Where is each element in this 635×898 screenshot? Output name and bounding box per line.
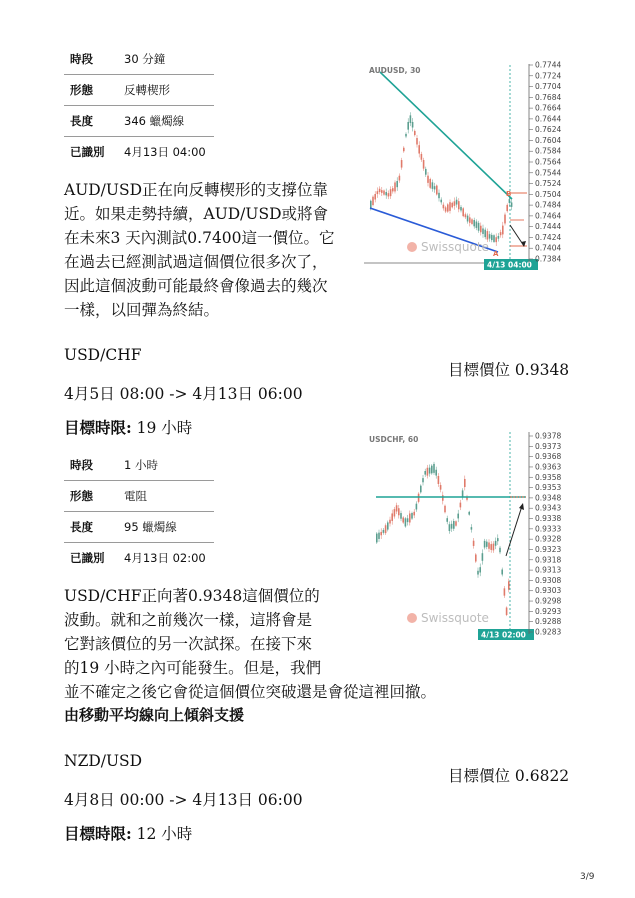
candle-body bbox=[423, 160, 425, 169]
candle-body bbox=[479, 567, 481, 572]
candle-body bbox=[387, 522, 389, 529]
nzdusd-period: 4月8日 00:00 -> 4月13日 06:00 bbox=[64, 791, 303, 809]
candle-body bbox=[445, 207, 447, 211]
table-value: 電阻 bbox=[124, 481, 214, 512]
candle-body bbox=[380, 532, 382, 535]
candle-body bbox=[418, 145, 420, 153]
candle-body bbox=[442, 495, 444, 500]
candle-body bbox=[451, 203, 453, 207]
candle-body bbox=[405, 134, 407, 137]
candle-body bbox=[460, 503, 462, 508]
watermark: Swissquote bbox=[421, 611, 489, 625]
candle-body bbox=[378, 533, 380, 539]
swissquote-logo-icon bbox=[407, 613, 417, 623]
candle-body bbox=[476, 222, 478, 228]
candle-body bbox=[447, 204, 449, 211]
candle-body bbox=[432, 182, 434, 189]
candle-body bbox=[495, 237, 497, 242]
candle-body bbox=[412, 122, 414, 128]
axis-tick-label: 0.7444 bbox=[535, 222, 562, 232]
candle-body bbox=[409, 514, 411, 523]
candle-body bbox=[379, 189, 381, 192]
axis-tick-label: 0.9338 bbox=[535, 514, 562, 524]
candle-body bbox=[460, 207, 462, 211]
horizon-value: 12 小時 bbox=[131, 825, 193, 843]
candle-body bbox=[390, 189, 392, 196]
candle-body bbox=[468, 512, 470, 515]
axis-tick-label: 0.9358 bbox=[535, 472, 562, 482]
axis-tick-label: 0.9303 bbox=[535, 586, 562, 596]
candle-body bbox=[501, 570, 503, 575]
candle-body bbox=[414, 131, 416, 135]
axis-tick-label: 0.7484 bbox=[535, 200, 562, 210]
candle-body bbox=[440, 200, 442, 203]
candle-body bbox=[449, 202, 451, 211]
candle-body bbox=[458, 201, 460, 209]
candle-body bbox=[487, 231, 489, 239]
candle-body bbox=[427, 176, 429, 183]
candle-body bbox=[462, 208, 464, 216]
forecast-arrow bbox=[506, 506, 522, 556]
candle-body bbox=[451, 524, 453, 529]
axis-tick-label: 0.7624 bbox=[535, 125, 562, 135]
candle-body bbox=[502, 226, 504, 235]
axis-tick-label: 0.9308 bbox=[535, 575, 562, 585]
axis-tick-label: 0.7524 bbox=[535, 179, 562, 189]
usdchf-target: 目標價位 0.9348 bbox=[448, 361, 570, 379]
axis-tick-label: 0.9373 bbox=[535, 441, 562, 451]
table-row bbox=[64, 75, 214, 106]
candle-body bbox=[444, 506, 446, 512]
horizon-label: 目標時限: bbox=[64, 824, 132, 843]
candle-body bbox=[467, 216, 469, 222]
candle-body bbox=[431, 466, 433, 474]
candle-body bbox=[438, 193, 440, 198]
axis-tick-label: 0.7584 bbox=[535, 146, 562, 156]
candle-body bbox=[498, 236, 500, 239]
candle-body bbox=[484, 230, 486, 237]
table-key: 時段 bbox=[64, 450, 124, 481]
table-key: 長度 bbox=[64, 106, 124, 137]
candle-body bbox=[421, 154, 423, 160]
candle-body bbox=[413, 512, 415, 516]
candle-body bbox=[389, 520, 391, 524]
section-heading: 由移動平均線向上傾斜支援 bbox=[64, 706, 245, 724]
candle-body bbox=[446, 518, 448, 522]
axis-tick-label: 0.7744 bbox=[535, 60, 562, 70]
candle-body bbox=[407, 518, 409, 522]
paragraph-line: 它對該價位的另一次試探。在接下來 bbox=[64, 635, 313, 653]
candle-body bbox=[473, 220, 475, 226]
axis-tick-label: 0.7404 bbox=[535, 243, 562, 253]
candle-body bbox=[399, 176, 401, 181]
nzdusd-heading: NZD/USD bbox=[64, 752, 143, 770]
candle-body bbox=[396, 505, 398, 511]
candle-body bbox=[475, 554, 477, 561]
candle-body bbox=[490, 544, 492, 550]
candle-body bbox=[471, 219, 473, 224]
chart-title: USDCHF, 60 bbox=[369, 435, 419, 444]
axis-tick-label: 0.9323 bbox=[535, 544, 562, 554]
table-row bbox=[64, 106, 214, 137]
audusd-info-table bbox=[64, 44, 214, 167]
table-key: 時段 bbox=[64, 44, 124, 75]
candle-body bbox=[482, 228, 484, 233]
table-row bbox=[64, 450, 214, 481]
table-value: 30 分鐘 bbox=[124, 44, 214, 75]
swissquote-logo-icon bbox=[407, 242, 417, 252]
table-row bbox=[64, 44, 214, 75]
candle-body bbox=[493, 235, 495, 242]
candle-body bbox=[410, 115, 412, 123]
table-key: 形態 bbox=[64, 481, 124, 512]
axis-tick-label: 0.7504 bbox=[535, 189, 562, 199]
usdchf-info-table bbox=[64, 450, 214, 573]
candle-body bbox=[443, 205, 445, 209]
candle-body bbox=[385, 192, 387, 195]
table-key: 長度 bbox=[64, 512, 124, 543]
axis-tick-label: 0.7684 bbox=[535, 92, 562, 102]
candle-body bbox=[457, 514, 459, 519]
axis-tick-label: 0.9378 bbox=[535, 431, 562, 441]
candle-body bbox=[499, 548, 501, 553]
candle-body bbox=[376, 534, 378, 543]
nzdusd-horizon bbox=[64, 822, 192, 844]
candle-body bbox=[497, 538, 499, 541]
candle-body bbox=[495, 541, 497, 546]
candle-body bbox=[416, 138, 418, 144]
candle-body bbox=[469, 217, 471, 222]
candle-body bbox=[453, 521, 455, 529]
nzdusd-target: 目標價位 0.6822 bbox=[448, 767, 570, 785]
audusd-paragraph: AUD/USD正在向反轉楔形的支撐位靠近。如果走勢持續，AUD/USD或將會在未來3 天內測試0.7400這一價位。它在過去已經測試過這個價位很多次了，因此這個波動可能最終會像過去的幾次一樣，以回彈為終結。 bbox=[64, 181, 335, 319]
candle-body bbox=[385, 525, 387, 533]
paragraph-line: USD/CHF正向著0.9348這個價位的 bbox=[64, 587, 320, 605]
candle-body bbox=[504, 215, 506, 224]
paragraph-line: 波動。就和之前幾次一樣，這將會是 bbox=[64, 611, 313, 629]
table-row bbox=[64, 543, 214, 574]
candle-body bbox=[464, 479, 466, 487]
candle-body bbox=[401, 160, 403, 168]
candle-body bbox=[482, 553, 484, 561]
table-value: 4月13日 02:00 bbox=[124, 551, 206, 565]
axis-tick-label: 0.7704 bbox=[535, 82, 562, 92]
paragraph-line: 的19 小時之內可能發生。但是，我們 bbox=[64, 659, 322, 677]
candle-body bbox=[449, 524, 451, 531]
axis-tick-label: 0.9343 bbox=[535, 503, 562, 513]
candle-body bbox=[403, 148, 405, 151]
candle-body bbox=[456, 200, 458, 205]
candle-body bbox=[400, 513, 402, 519]
table-value: 95 蠟燭線 bbox=[124, 512, 214, 543]
price-candles bbox=[376, 462, 510, 616]
usdchf-chart bbox=[364, 428, 574, 642]
candle-body bbox=[394, 182, 396, 191]
candle-body bbox=[484, 541, 486, 548]
candle-body bbox=[438, 476, 440, 484]
candle-body bbox=[374, 194, 376, 200]
candle-body bbox=[477, 571, 479, 575]
axis-tick-label: 0.9328 bbox=[535, 534, 562, 544]
candle-body bbox=[422, 478, 424, 482]
marker-b: B bbox=[506, 190, 512, 198]
candle-body bbox=[511, 202, 513, 206]
candle-body bbox=[488, 542, 490, 548]
candle-body bbox=[383, 530, 385, 533]
table-value: 4月13日 04:00 bbox=[124, 145, 206, 159]
candle-body bbox=[377, 191, 379, 194]
candle-body bbox=[398, 508, 400, 515]
watermark: Swissquote bbox=[421, 240, 489, 254]
table-row bbox=[64, 481, 214, 512]
axis-tick-label: 0.9298 bbox=[535, 596, 562, 606]
candle-body bbox=[440, 485, 442, 490]
marker-a: A bbox=[493, 250, 499, 258]
candle-body bbox=[405, 518, 407, 526]
candle-body bbox=[506, 205, 508, 211]
candle-body bbox=[391, 513, 393, 521]
table-key: 形態 bbox=[64, 75, 124, 106]
page-number: 3/9 bbox=[580, 872, 595, 882]
axis-tick-label: 0.9313 bbox=[535, 565, 562, 575]
axis-tick-label: 0.7384 bbox=[535, 254, 562, 264]
candle-body bbox=[381, 190, 383, 193]
candle-body bbox=[480, 226, 482, 233]
price-axis-ticks bbox=[529, 61, 561, 264]
arrow-head-icon bbox=[519, 503, 524, 510]
table-key: 已識別 bbox=[70, 551, 105, 565]
axis-tick-label: 0.9288 bbox=[535, 617, 562, 627]
axis-tick-label: 0.9363 bbox=[535, 462, 562, 472]
axis-tick-label: 0.7424 bbox=[535, 232, 562, 242]
usdchf-period: 4月5日 08:00 -> 4月13日 06:00 bbox=[64, 385, 303, 403]
candle-body bbox=[429, 468, 431, 474]
table-value: 346 蠟燭線 bbox=[124, 106, 214, 137]
chart-title: AUDUSD, 30 bbox=[369, 66, 421, 75]
candle-body bbox=[455, 521, 457, 525]
time-label: 4/13 04:00 bbox=[487, 260, 532, 270]
candle-body bbox=[500, 232, 502, 235]
candle-body bbox=[394, 509, 396, 516]
candle-body bbox=[489, 234, 491, 238]
table-row bbox=[64, 512, 214, 543]
axis-tick-label: 0.9348 bbox=[535, 493, 562, 503]
candle-body bbox=[388, 193, 390, 196]
axis-tick-label: 0.7644 bbox=[535, 114, 562, 124]
axis-tick-label: 0.7604 bbox=[535, 135, 562, 145]
axis-tick-label: 0.9293 bbox=[535, 606, 562, 616]
candle-body bbox=[434, 186, 436, 189]
candle-body bbox=[424, 471, 426, 475]
axis-tick-label: 0.7664 bbox=[535, 103, 562, 113]
candle-body bbox=[454, 201, 456, 206]
candle-body bbox=[465, 214, 467, 217]
candle-body bbox=[473, 541, 475, 546]
candle-body bbox=[372, 197, 374, 205]
candle-body bbox=[506, 607, 508, 615]
axis-tick-label: 0.7544 bbox=[535, 168, 562, 178]
candle-body bbox=[478, 223, 480, 231]
candle-body bbox=[435, 470, 437, 476]
candle-body bbox=[402, 517, 404, 522]
usdchf-heading: USD/CHF bbox=[64, 346, 142, 364]
candle-body bbox=[411, 513, 413, 519]
candle-body bbox=[436, 186, 438, 195]
candle-body bbox=[407, 122, 409, 130]
candle-body bbox=[392, 188, 394, 191]
axis-tick-label: 0.9368 bbox=[535, 452, 562, 462]
candle-body bbox=[508, 581, 510, 589]
table-row bbox=[64, 137, 214, 168]
horizon-value: 19 小時 bbox=[131, 419, 193, 437]
table-key: 已識別 bbox=[70, 145, 105, 159]
price-axis-ticks bbox=[529, 432, 561, 637]
time-label: 4/13 02:00 bbox=[481, 630, 526, 640]
axis-tick-label: 0.9353 bbox=[535, 483, 562, 493]
candle-body bbox=[425, 169, 427, 175]
candle-body bbox=[493, 544, 495, 551]
usdchf-horizon bbox=[64, 416, 192, 438]
candle-body bbox=[383, 191, 385, 195]
audusd-chart bbox=[364, 60, 574, 272]
candle-body bbox=[420, 486, 422, 493]
candle-body bbox=[429, 179, 431, 188]
candle-body bbox=[486, 542, 488, 547]
paragraph-line: 並不確定之後它會從這個價位突破還是會從這裡回撤。 bbox=[64, 683, 437, 701]
candle-body bbox=[433, 464, 435, 473]
table-value: 反轉楔形 bbox=[124, 75, 214, 106]
candle-body bbox=[504, 588, 506, 595]
candle-body bbox=[396, 181, 398, 187]
candle-body bbox=[427, 468, 429, 476]
candle-body bbox=[471, 527, 473, 529]
horizon-label: 目標時限: bbox=[64, 418, 132, 437]
axis-tick-label: 0.9283 bbox=[535, 627, 562, 637]
axis-tick-label: 0.7464 bbox=[535, 211, 562, 221]
axis-tick-label: 0.9333 bbox=[535, 524, 562, 534]
candle-body bbox=[491, 235, 493, 240]
axis-tick-label: 0.7724 bbox=[535, 71, 562, 81]
candle-body bbox=[416, 504, 418, 510]
axis-tick-label: 0.7564 bbox=[535, 157, 562, 167]
axis-tick-label: 0.9318 bbox=[535, 555, 562, 565]
table-value: 1 小時 bbox=[124, 450, 214, 481]
